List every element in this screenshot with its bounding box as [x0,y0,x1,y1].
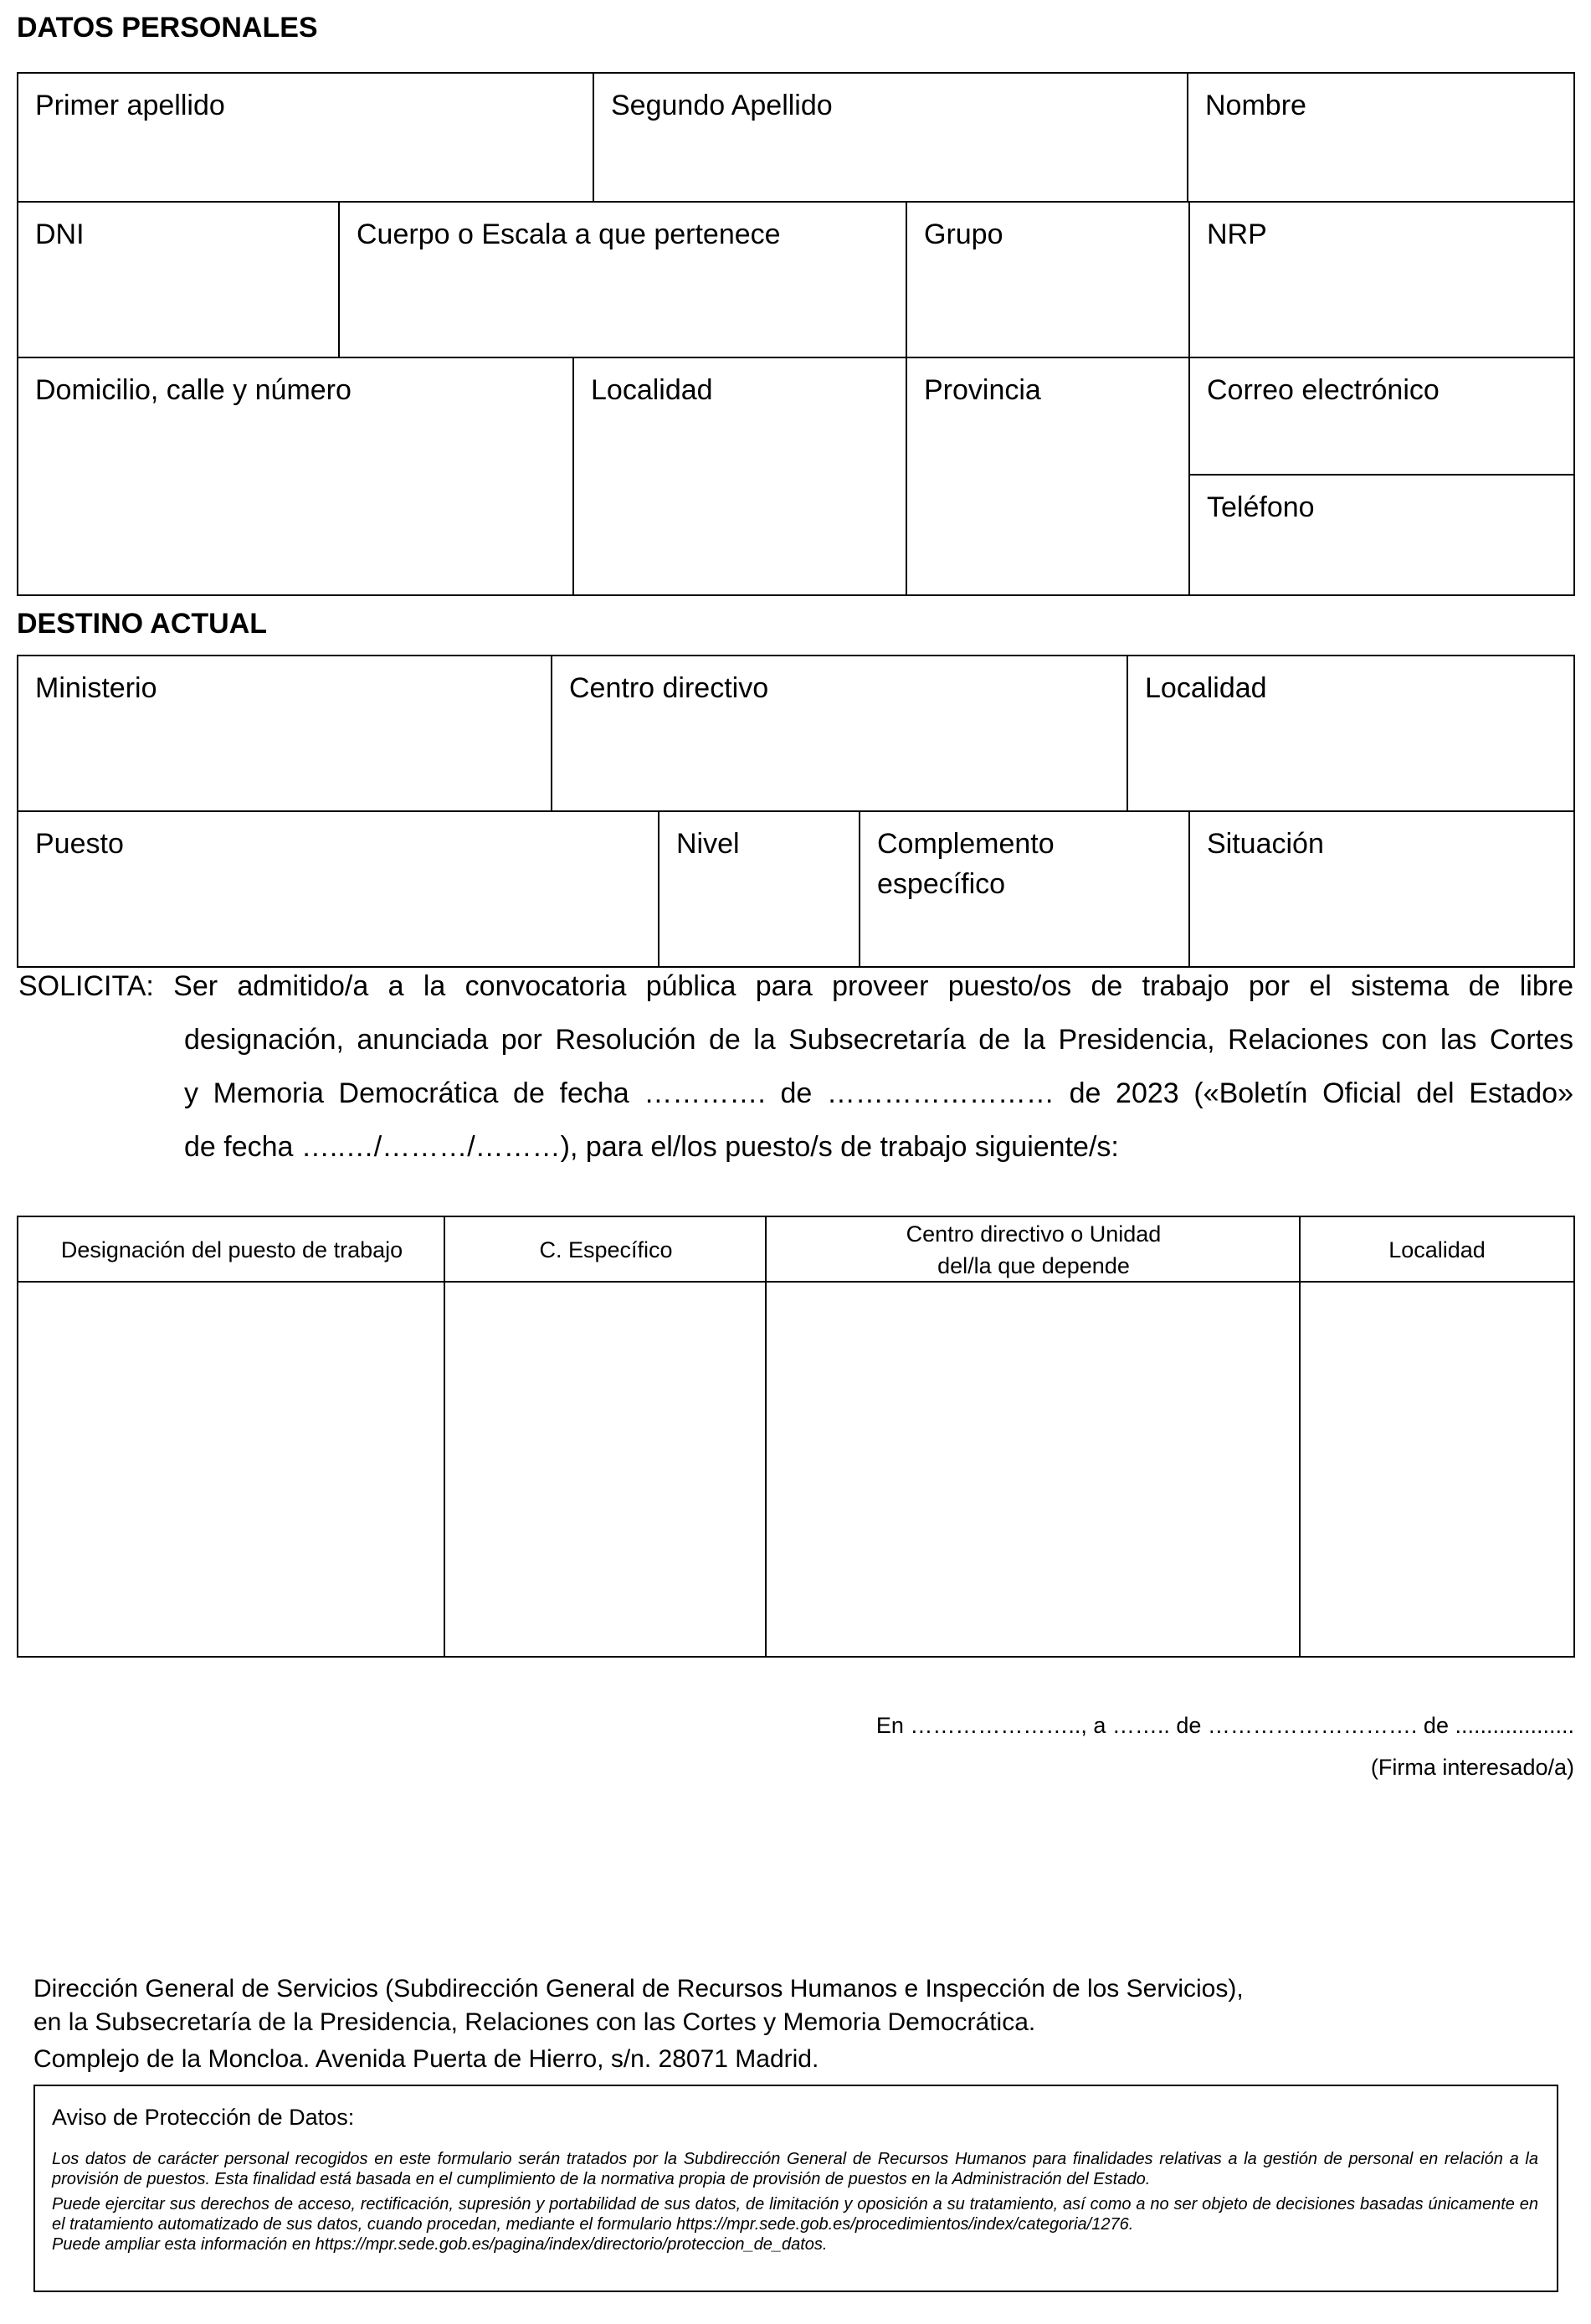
solicita-line-1: SOLICITA: Ser admitido/a a la convocatoria pública para proveer puesto/os de trabajo por el sistema de libre [18,970,1573,1002]
footer-line-1: Dirección General de Servicios (Subdirección General de Recursos Humanos e Inspección de los Servicios), [33,1975,1244,2003]
field-segundo-apellido[interactable]: Segundo Apellido [593,72,1188,203]
footer-line-2: en la Subsecretaría de la Presidencia, Relaciones con las Cortes y Memoria Democrática. [33,2008,1036,2036]
field-localidad-personal[interactable]: Localidad [572,357,907,596]
section-heading-destino-actual: DESTINO ACTUAL [17,608,268,640]
table-header-centro: Centro directivo o Unidad del/la que depende [906,1221,1162,1278]
table-cell-especifico[interactable] [445,1283,765,1656]
field-primer-apellido[interactable]: Primer apellido [17,72,594,203]
field-centro-directivo[interactable]: Centro directivo [551,655,1128,812]
data-protection-paragraph: Los datos de carácter personal recogidos en este formulario serán tratados por la Subdirección General de Recursos Humanos para finalidades relativas a la gestión de personal en relación a la provisión de puestos. Esta finalidad está basada en el cumplimiento de la normativa propia de provisión de puestos en la Administración del Estado. [52,2150,1538,2188]
data-protection-paragraph: Puede ejercitar sus derechos de acceso, rectificación, supresión y portabilidad de sus datos, de limitación y oposición a su tratamiento, así como a no ser objeto de decisiones basadas únicamente en el tratamiento automatizado de sus datos, cuando procedan, mediante el formulario https://mpr.sede.gob.es/procedimientos/index/categoria/1276. [52,2195,1538,2234]
field-nombre[interactable]: Nombre [1187,72,1575,203]
field-nivel[interactable]: Nivel [658,810,860,968]
solicita-line-2: designación, anunciada por Resolución de la Subsecretaría de la Presidencia, Relaciones con las Cortes [184,1024,1573,1056]
field-grupo[interactable]: Grupo [906,201,1190,358]
data-protection-notice [33,2085,1558,2292]
signature-label: (Firma interesado/a) [1370,1755,1574,1780]
field-cuerpo-escala[interactable]: Cuerpo o Escala a que pertenece [338,201,907,358]
field-situacion[interactable]: Situación [1188,810,1575,968]
field-complemento-especifico[interactable]: Complemento específico [859,810,1190,968]
table-cell-centro[interactable] [767,1283,1299,1656]
solicita-line-4: de fecha …..…/………/………), para el/los puesto/s de trabajo siguiente/s: [184,1131,1119,1163]
field-telefono[interactable]: Teléfono [1188,474,1575,596]
solicita-line-3: y Memoria Democrática de fecha …………. de …………………… de 2023 («Boletín Oficial del Estado» [184,1077,1573,1109]
table-header-localidad: Localidad [1388,1237,1486,1262]
table-cell-localidad[interactable] [1301,1283,1573,1656]
footer-address: Complejo de la Moncloa. Avenida Puerta de Hierro, s/n. 28071 Madrid. [33,2045,819,2073]
field-localidad-destino[interactable]: Localidad [1127,655,1575,812]
field-dni[interactable]: DNI [17,201,340,358]
field-nrp[interactable]: NRP [1188,201,1575,358]
puestos-table [17,1216,1575,1658]
field-ministerio[interactable]: Ministerio [17,655,552,812]
data-protection-title: Aviso de Protección de Datos: [52,2105,355,2130]
field-puesto[interactable]: Puesto [17,810,659,968]
data-protection-paragraph: Puede ampliar esta información en https://mpr.sede.gob.es/pagina/index/directorio/proteccion_de_datos. [52,2235,828,2254]
table-header-designacion: Designación del puesto de trabajo [60,1237,403,1262]
field-correo-electronico[interactable]: Correo electrónico [1188,357,1575,476]
table-header-especifico: C. Específico [539,1237,673,1262]
section-heading-datos-personales: DATOS PERSONALES [17,12,318,44]
field-domicilio[interactable]: Domicilio, calle y número [17,357,574,596]
table-cell-designacion[interactable] [18,1283,444,1656]
signature-place-date[interactable]: En ………………….., a …….. de ………………………. de ................... [875,1713,1574,1738]
field-provincia[interactable]: Provincia [906,357,1190,596]
